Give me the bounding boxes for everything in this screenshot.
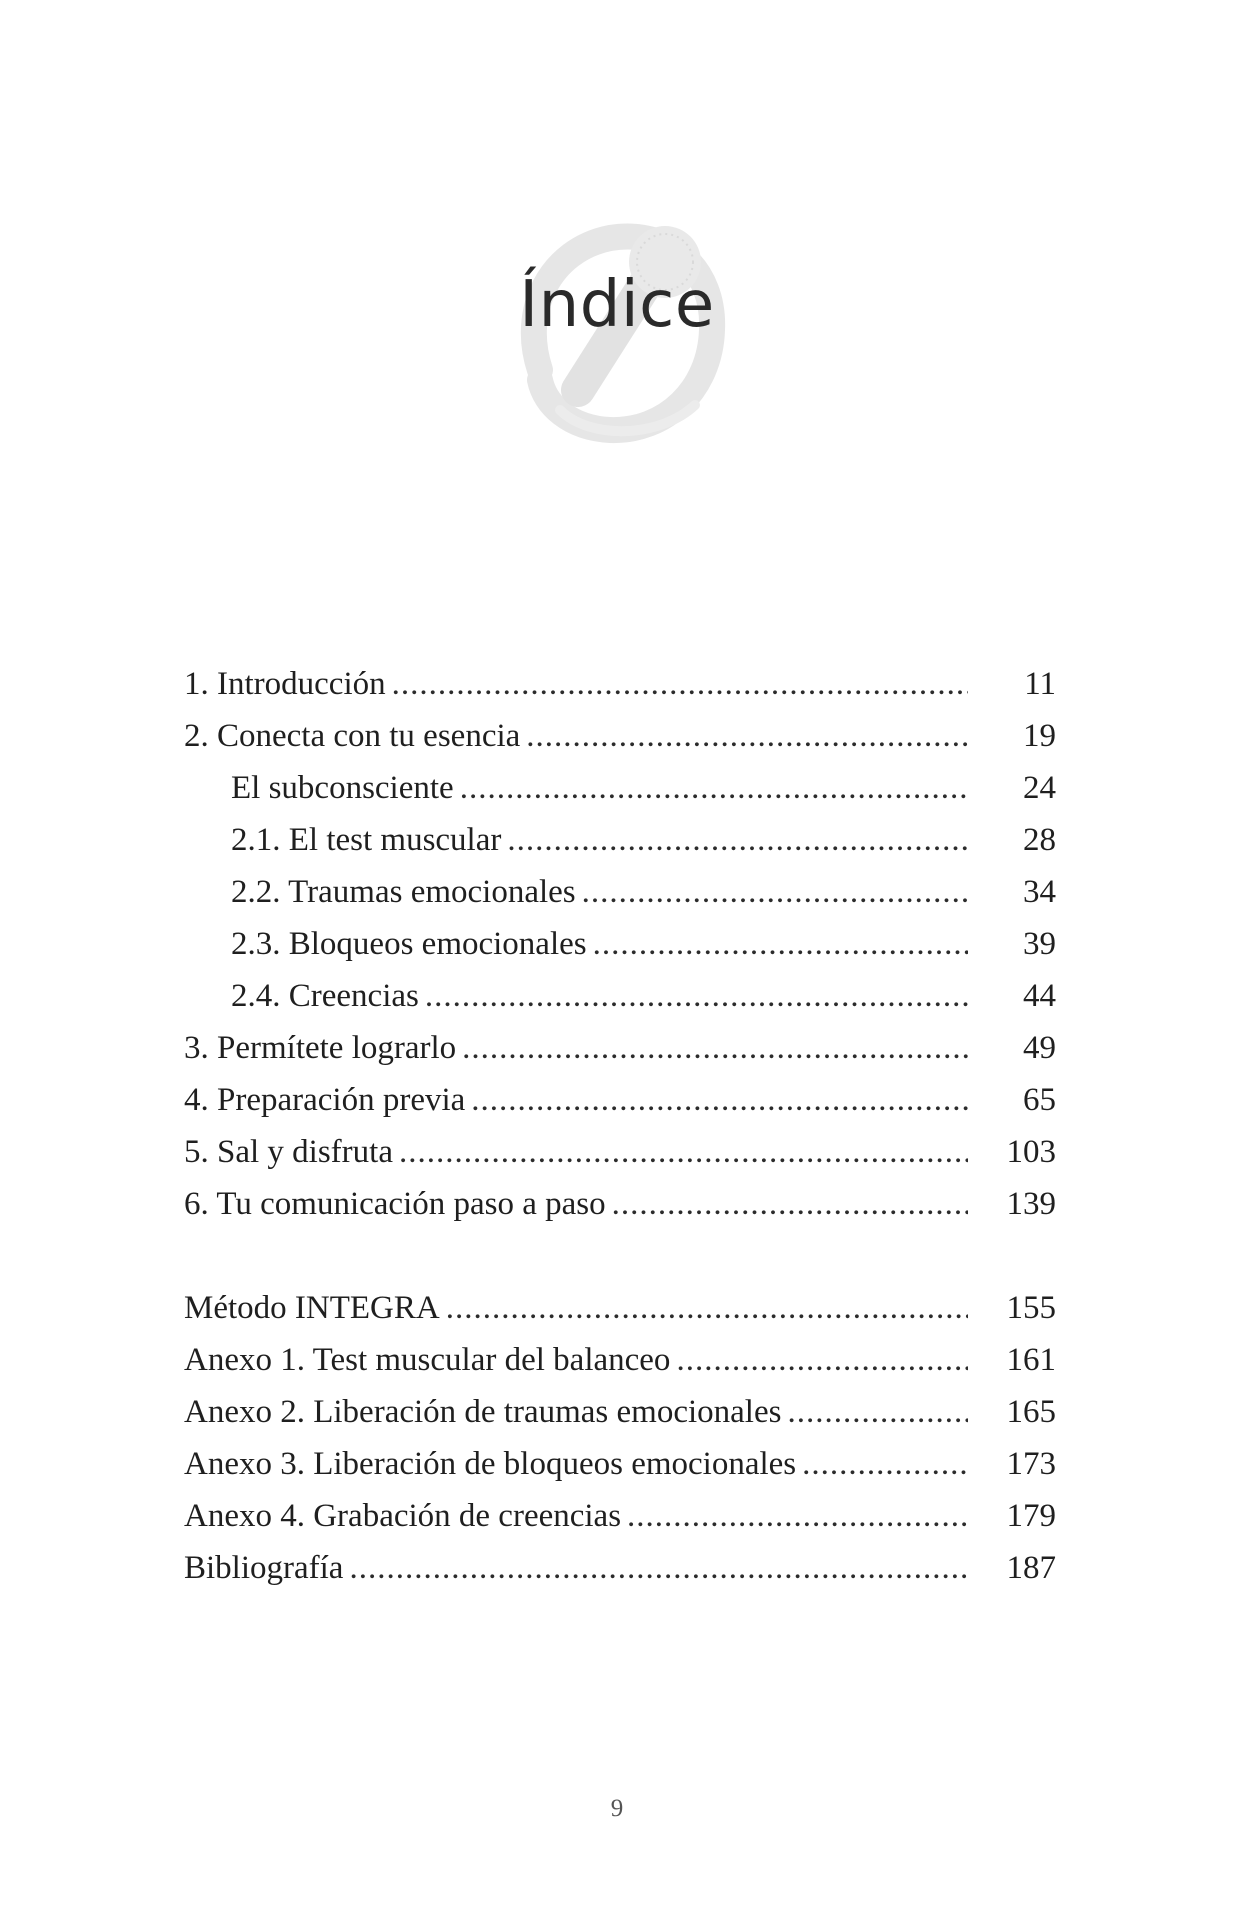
dot-leader [471,1074,968,1126]
dot-leader [349,1542,968,1594]
toc-entry-label: 2. Conecta con tu esencia [184,718,521,754]
toc-entry-page-number: 11 [1024,666,1056,702]
toc-entry-page-number: 39 [1023,926,1056,962]
toc-entry-page-number: 165 [1006,1394,1056,1430]
toc-entry[interactable] [184,1386,1056,1438]
toc-entry-label: Bibliografía [184,1550,344,1586]
toc-entry[interactable] [184,710,1056,762]
toc-entry[interactable] [184,814,1056,866]
toc-entry[interactable] [184,1542,1056,1594]
toc-entry-page-number: 34 [1023,874,1056,910]
page-number: 9 [610,1795,624,1822]
toc-entry[interactable] [184,1022,1056,1074]
toc-entry-page-number: 65 [1023,1082,1056,1118]
toc-entry-page-number: 173 [1006,1446,1056,1482]
toc-entry-label: El subconsciente [231,770,454,806]
toc-appendix-section [184,1282,1056,1594]
toc-entry-page-number: 179 [1006,1498,1056,1534]
toc-entry[interactable] [184,1438,1056,1490]
dot-leader [593,918,968,970]
dot-leader [392,658,968,710]
dot-leader [612,1178,968,1230]
toc-entry-page-number: 155 [1006,1290,1056,1326]
dot-leader [425,970,968,1022]
dot-leader [507,814,968,866]
toc-entry-label: 4. Preparación previa [184,1082,466,1118]
dot-leader [582,866,968,918]
toc-entry-label: 5. Sal y disfruta [184,1134,393,1170]
dot-leader [460,762,968,814]
toc-entry[interactable] [184,1074,1056,1126]
toc-entry[interactable] [184,1282,1056,1334]
toc-entry[interactable] [184,1490,1056,1542]
toc-entry-page-number: 103 [1006,1134,1056,1170]
dot-leader [446,1282,968,1334]
toc-entry[interactable] [184,658,1056,710]
toc-entry-label: Anexo 1. Test muscular del balanceo [184,1342,671,1378]
table-of-contents [184,658,1056,1594]
toc-entry-page-number: 187 [1006,1550,1056,1586]
toc-entry-label: 1. Introducción [184,666,386,702]
toc-entry[interactable] [184,762,1056,814]
toc-entry-label: 2.4. Creencias [231,978,419,1014]
toc-entry-page-number: 24 [1023,770,1056,806]
toc-entry[interactable] [184,918,1056,970]
toc-entry-page-number: 139 [1006,1186,1056,1222]
toc-entry-page-number: 28 [1023,822,1056,858]
dot-leader [462,1022,968,1074]
toc-entry[interactable] [184,866,1056,918]
toc-entry-page-number: 49 [1023,1030,1056,1066]
toc-entry-label: Anexo 2. Liberación de traumas emocionales [184,1394,782,1430]
dot-leader [787,1386,968,1438]
section-spacer [184,1230,1056,1282]
dot-leader [526,710,968,762]
toc-entry-label: 3. Permítete lograrlo [184,1030,457,1066]
toc-entry[interactable] [184,970,1056,1022]
toc-entry-page-number: 161 [1006,1342,1056,1378]
toc-entry-label: 2.1. El test muscular [231,822,502,858]
toc-entry-label: 2.3. Bloqueos emocionales [231,926,587,962]
toc-entry-page-number: 19 [1023,718,1056,754]
toc-entry-label: 6. Tu comunicación paso a paso [184,1186,606,1222]
toc-main-section [184,658,1056,1230]
toc-entry[interactable] [184,1334,1056,1386]
toc-entry-page-number: 44 [1023,978,1056,1014]
toc-entry[interactable] [184,1178,1056,1230]
dot-leader [676,1334,968,1386]
page-title: Índice [519,268,715,342]
toc-entry-label: Anexo 4. Grabación de creencias [184,1498,622,1534]
toc-entry-label: 2.2. Traumas emocionales [231,874,576,910]
dot-leader [399,1126,968,1178]
dot-leader [802,1438,968,1490]
toc-entry-label: Método INTEGRA [184,1290,440,1326]
toc-entry[interactable] [184,1126,1056,1178]
toc-entry-label: Anexo 3. Liberación de bloqueos emocionales [184,1446,797,1482]
dot-leader [627,1490,968,1542]
